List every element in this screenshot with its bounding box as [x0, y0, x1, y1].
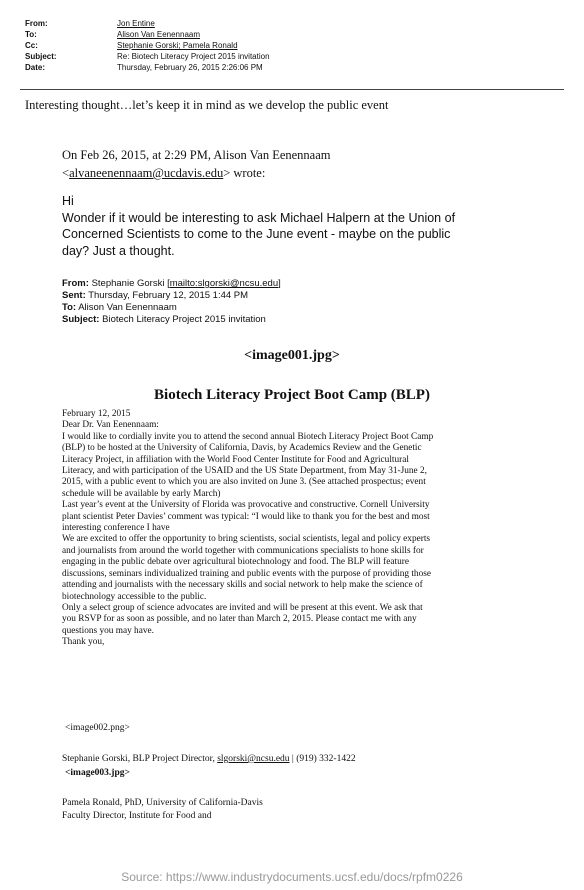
header-subject-row — [25, 51, 270, 62]
image-placeholder-3: <image003.jpg> — [65, 768, 130, 778]
fwd-to-label: To: — [62, 302, 77, 313]
letter-line: attending and journalists with the necessary skills and social network to help make the science of — [62, 580, 423, 591]
letter-line: Literacy, and with participation of the USAID and the US State Department, from May 31-June 2, — [62, 466, 427, 477]
pamela-line-1: Pamela Ronald, PhD, University of California-Davis — [62, 798, 263, 808]
letter-line: and journalists from around the world together with communications specialists to hone skills for — [62, 545, 424, 556]
header-to-value[interactable]: Alison Van Eenennaam — [117, 30, 201, 39]
fwd-from-mailto-link[interactable]: mailto:slgorski@ncsu.edu — [169, 278, 279, 289]
fwd-subject-label: Subject: — [62, 314, 100, 325]
fwd-from-row — [62, 278, 281, 290]
letter-line: interesting conference I have — [62, 523, 170, 534]
forwarded-header — [62, 278, 281, 326]
fwd-from-value: Stephanie Gorski [ — [91, 278, 170, 289]
fwd-from-label: From: — [62, 278, 89, 289]
letter-line: biotechnology accessible to the public. — [62, 591, 207, 602]
letter-line: We are excited to offer the opportunity to bring scientists, social scientists, legal and policy experts — [62, 534, 431, 545]
header-date-label: Date: — [25, 63, 46, 72]
header-date-row — [25, 62, 270, 73]
signature-phone: | (919) 332-1422 — [289, 754, 356, 764]
header-from-value[interactable]: Jon Entine — [117, 19, 155, 28]
letter-line: Only a select group of science advocates are invited and will be present at this event. We ask that — [62, 602, 423, 613]
image-placeholder-2: <image002.png> — [65, 723, 130, 733]
letter-line: questions you may have. — [62, 625, 154, 636]
fwd-subject-value: Biotech Literacy Project 2015 invitation — [102, 314, 266, 325]
pamela-line-2: Faculty Director, Institute for Food and — [62, 811, 212, 821]
header-from-label: From: — [25, 19, 48, 28]
quote-email-close: > wrote: — [223, 166, 266, 180]
source-footer: Source: https://www.industrydocuments.ucsf.edu/docs/rpfm0226 — [121, 870, 463, 884]
email-header — [25, 18, 270, 73]
header-subject-value: Re: Biotech Literacy Project 2015 invitation — [117, 52, 270, 61]
signature-email-link[interactable]: slgorski@ncsu.edu — [217, 754, 290, 764]
reply-text: Interesting thought…let’s keep it in mind as we develop the public event — [25, 98, 389, 112]
letter-line: engaging in the public debate over agricultural biotechnology and food. The BLP will feature — [62, 557, 409, 568]
letter-line: 2015, with a public event to which you are also invited on June 3. (See attached prospectus; event — [62, 477, 426, 488]
fwd-to-row — [62, 302, 281, 314]
signature-name: Stephanie Gorski, BLP Project Director, — [62, 754, 218, 764]
quoted-intro — [62, 146, 331, 182]
header-date-value: Thursday, February 26, 2015 2:26:06 PM — [117, 63, 263, 72]
letter-line: Last year’s event at the University of Florida was provocative and constructive. Cornell University — [62, 500, 430, 511]
letter-line: Thank you, — [62, 637, 105, 648]
pamela-signature — [62, 797, 263, 823]
quoted-message — [62, 193, 562, 259]
letter-line: plant scientist Peter Davies’ comment was typical: “I would like to thank you for the best and most — [62, 511, 430, 522]
message-line-2: Concerned Scientists to come to the June event - maybe on the public — [62, 227, 451, 241]
image-placeholder-1: <image001.jpg> — [244, 348, 340, 363]
header-cc-row — [25, 40, 270, 51]
letter-line: discussions, seminars individualized training and public events with the purpose of providing those — [62, 568, 431, 579]
fwd-to-value: Alison Van Eenennaam — [78, 302, 177, 313]
quote-intro-line: On Feb 26, 2015, at 2:29 PM, Alison Van Eenennaam — [62, 148, 331, 162]
letter-body — [62, 409, 532, 649]
letter-line: Literacy Project, in affiliation with the World Food Center Institute for Food and Agricultural — [62, 454, 409, 465]
letter-line: I would like to cordially invite you to attend the second annual Biotech Literacy Project Boot Camp — [62, 431, 434, 442]
fwd-sent-row — [62, 290, 281, 302]
fwd-from-close: ] — [278, 278, 281, 289]
quote-email-line — [62, 164, 331, 182]
letter-date: February 12, 2015 — [62, 409, 131, 419]
letter-line: (BLP) to be hosted at the University of California, Davis, by Academics Review and the Genetic — [62, 443, 422, 454]
message-line-3: day? Just a thought. — [62, 243, 175, 258]
message-line-1: Wonder if it would be interesting to ask Michael Halpern at the Union of — [62, 210, 456, 225]
signature-line — [62, 754, 356, 764]
message-greeting: Hi — [62, 194, 74, 208]
fwd-sent-label: Sent: — [62, 290, 86, 301]
letter-salutation: Dear Dr. Van Eenennaam: — [62, 420, 159, 431]
header-from-row — [25, 18, 270, 29]
header-subject-label: Subject: — [25, 52, 57, 61]
letter-line: schedule will be available by early March) — [62, 488, 221, 499]
quote-email-link[interactable]: alvaneenennaam@ucdavis.edu — [69, 166, 224, 180]
fwd-sent-value: Thursday, February 12, 2015 1:44 PM — [88, 290, 249, 301]
quote-email-open: < — [62, 166, 70, 180]
header-to-label: To: — [25, 30, 37, 39]
header-divider — [20, 89, 564, 90]
header-cc-value[interactable]: Stephanie Gorski; Pamela Ronald — [117, 41, 238, 50]
letter-title: Biotech Literacy Project Boot Camp (BLP) — [154, 387, 430, 403]
header-cc-label: Cc: — [25, 41, 38, 50]
header-to-row — [25, 29, 270, 40]
fwd-subject-row — [62, 314, 281, 326]
letter-line: you RSVP for as soon as possible, and no later than March 2, 2015. Please contact me with any — [62, 614, 417, 625]
